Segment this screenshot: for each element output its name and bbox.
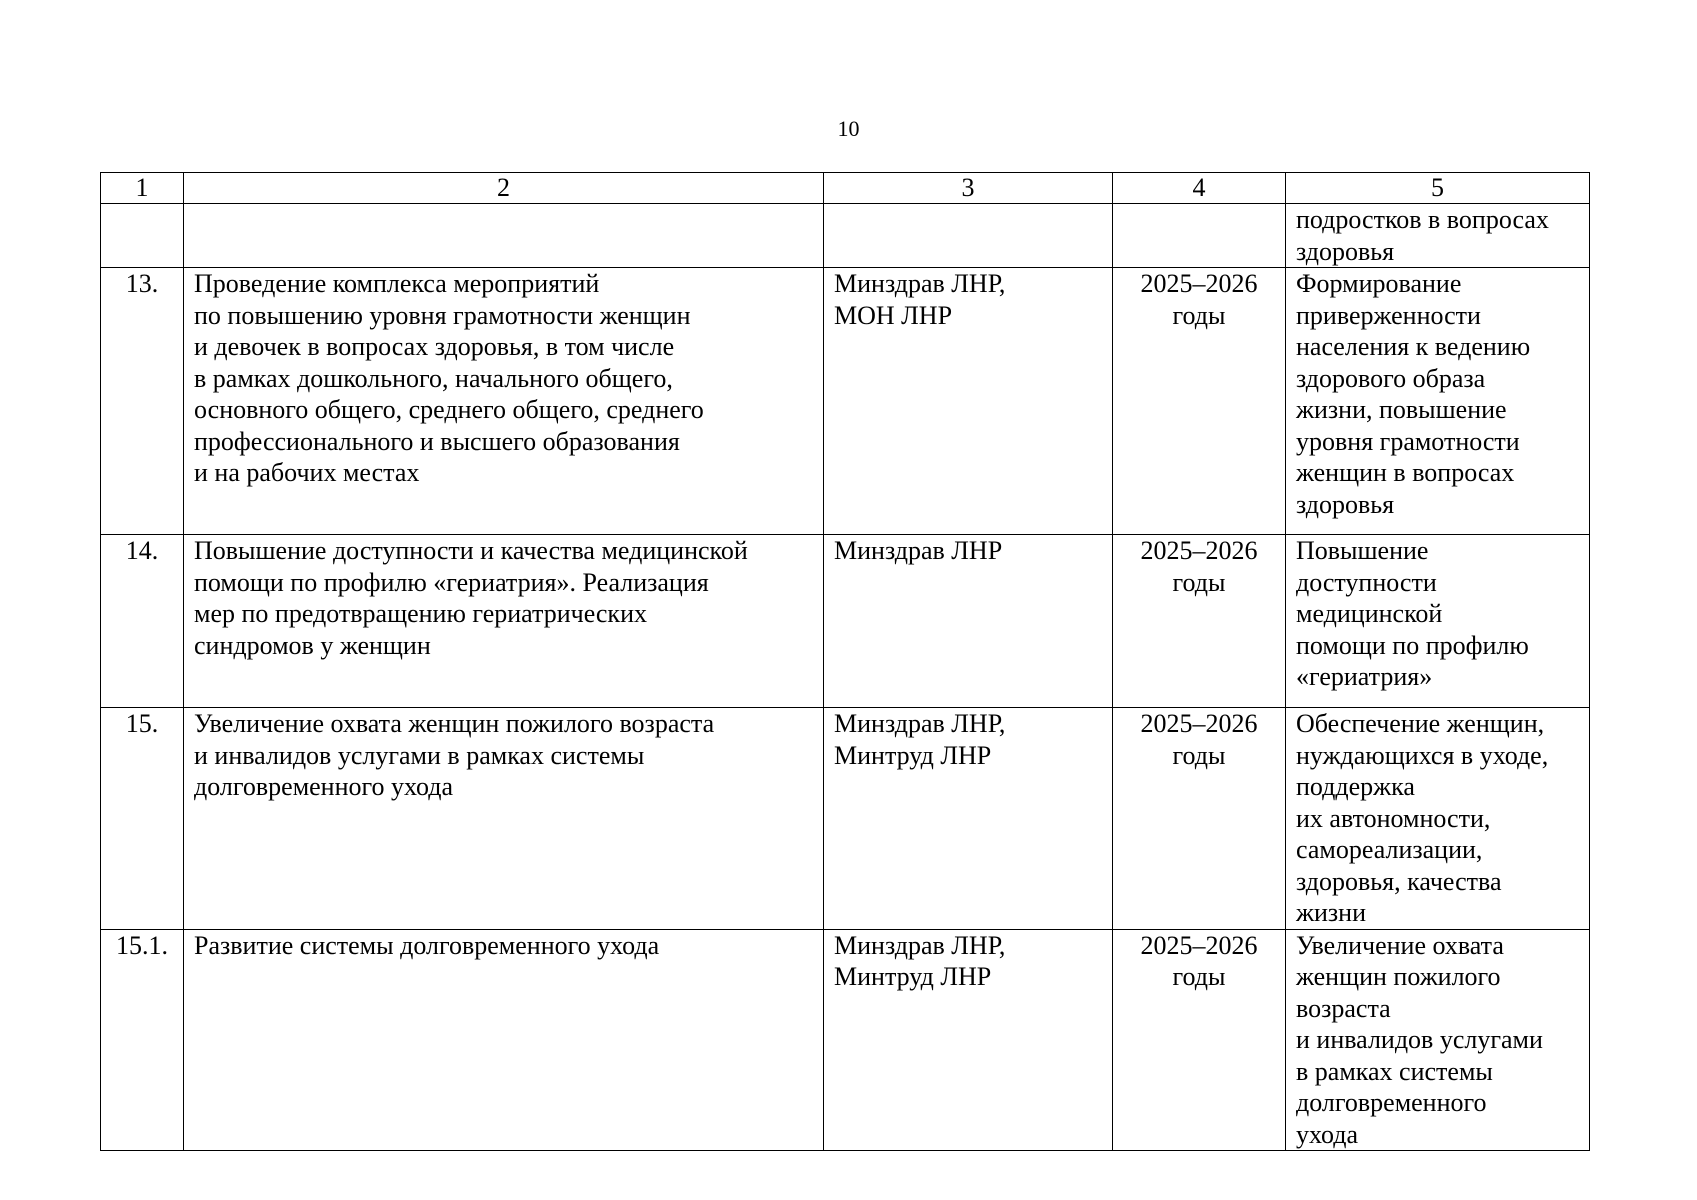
column-header-3: 3 bbox=[824, 173, 1113, 204]
table-header-row bbox=[101, 173, 1590, 204]
row-activity: Повышение доступности и качества медицинской помощи по профилю «гериатрия». Реализация мер по предотвращению гериатрических синдромов у женщин bbox=[184, 535, 824, 708]
row-executors: Минздрав ЛНР bbox=[824, 535, 1113, 708]
row-executors: Минздрав ЛНР, МОН ЛНР bbox=[824, 268, 1113, 535]
row-executors: Минздрав ЛНР, Минтруд ЛНР bbox=[824, 708, 1113, 930]
row-result: подростков в вопросах здоровья bbox=[1286, 204, 1590, 268]
row-executors: Минздрав ЛНР, Минтруд ЛНР bbox=[824, 929, 1113, 1151]
table-row bbox=[101, 535, 1590, 708]
table-row bbox=[101, 929, 1590, 1151]
column-header-5: 5 bbox=[1286, 173, 1590, 204]
row-period bbox=[1113, 204, 1286, 268]
row-number: 13. bbox=[101, 268, 184, 535]
row-result: Повышение доступности медицинской помощи по профилю «гериатрия» bbox=[1286, 535, 1590, 708]
row-result: Обеспечение женщин, нуждающихся в уходе, поддержка их автономности, самореализации, здоровья, качества жизни bbox=[1286, 708, 1590, 930]
row-number bbox=[101, 204, 184, 268]
row-number: 15. bbox=[101, 708, 184, 930]
row-activity: Увеличение охвата женщин пожилого возраста и инвалидов услугами в рамках системы долговременного ухода bbox=[184, 708, 824, 930]
column-header-2: 2 bbox=[184, 173, 824, 204]
row-executors bbox=[824, 204, 1113, 268]
row-activity: Проведение комплекса мероприятий по повышению уровня грамотности женщин и девочек в вопросах здоровья, в том числе в рамках дошкольного, начального общего, основного общего, среднего общего, среднего профессионального и высшего образования и на рабочих местах bbox=[184, 268, 824, 535]
row-period: 2025–2026 годы bbox=[1113, 268, 1286, 535]
row-result: Увеличение охвата женщин пожилого возраста и инвалидов услугами в рамках системы долговременного ухода bbox=[1286, 929, 1590, 1151]
row-activity bbox=[184, 204, 824, 268]
row-number: 14. bbox=[101, 535, 184, 708]
page-number: 10 bbox=[837, 116, 860, 141]
row-number: 15.1. bbox=[101, 929, 184, 1151]
row-activity: Развитие системы долговременного ухода bbox=[184, 929, 824, 1151]
row-result: Формирование приверженности населения к ведению здорового образа жизни, повышение уровня грамотности женщин в вопросах здоровья bbox=[1286, 268, 1590, 535]
table-row bbox=[101, 268, 1590, 535]
column-header-4: 4 bbox=[1113, 173, 1286, 204]
row-period: 2025–2026 годы bbox=[1113, 535, 1286, 708]
column-header-1: 1 bbox=[101, 173, 184, 204]
row-period: 2025–2026 годы bbox=[1113, 708, 1286, 930]
plan-table bbox=[100, 172, 1590, 1151]
table-row bbox=[101, 204, 1590, 268]
row-period: 2025–2026 годы bbox=[1113, 929, 1286, 1151]
table-row bbox=[101, 708, 1590, 930]
